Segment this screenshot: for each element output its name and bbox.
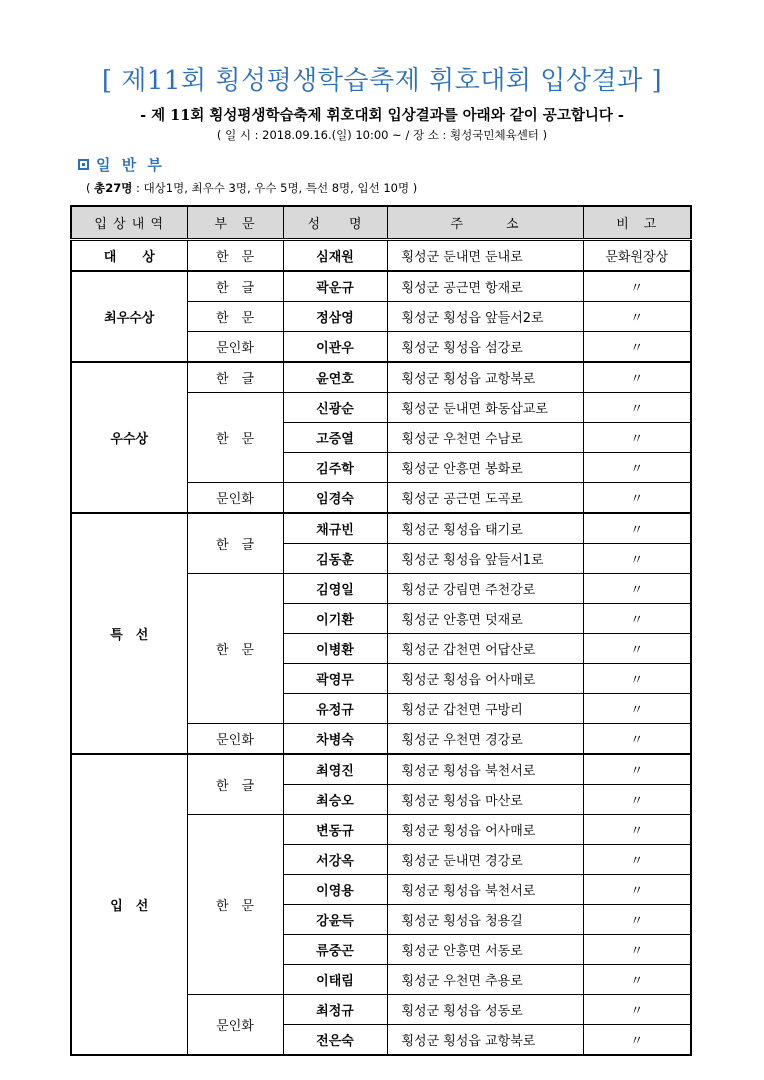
winner-name: 심재원 bbox=[283, 240, 387, 272]
winner-address: 횡성군 횡성읍 태기로 bbox=[387, 513, 583, 544]
page-subtitle: - 제 11회 횡성평생학습축제 휘호대회 입상결과를 아래와 같이 공고합니다 - bbox=[140, 107, 624, 124]
winner-name: 차병숙 bbox=[283, 724, 387, 755]
winner-note: 〃 bbox=[583, 664, 691, 694]
award-grand: 대 상 bbox=[71, 240, 187, 272]
winner-name: 변동규 bbox=[283, 815, 387, 845]
header-name: 성 명 bbox=[283, 206, 387, 240]
winner-note: 〃 bbox=[583, 995, 691, 1025]
award-special: 특 선 bbox=[71, 513, 187, 754]
winner-note: 〃 bbox=[583, 271, 691, 302]
winner-address: 횡성군 횡성읍 북천서로 bbox=[387, 754, 583, 785]
category-cell: 한 문 bbox=[187, 574, 283, 724]
winner-address: 횡성군 강림면 주천강로 bbox=[387, 574, 583, 604]
winner-name: 곽영무 bbox=[283, 664, 387, 694]
winner-name: 서강옥 bbox=[283, 845, 387, 875]
winner-address: 횡성군 횡성읍 앞들서2로 bbox=[387, 302, 583, 332]
category-cell: 한 문 bbox=[187, 815, 283, 995]
winner-address: 횡성군 횡성읍 섬강로 bbox=[387, 332, 583, 363]
winner-note: 〃 bbox=[583, 785, 691, 815]
award-excellence: 최우수상 bbox=[71, 271, 187, 362]
winner-note: 〃 bbox=[583, 544, 691, 574]
winner-address: 횡성군 우천면 수남로 bbox=[387, 423, 583, 453]
winner-note: 〃 bbox=[583, 935, 691, 965]
category-cell: 한 글 bbox=[187, 362, 283, 393]
winner-name: 김동훈 bbox=[283, 544, 387, 574]
table-row bbox=[71, 271, 691, 302]
table-row bbox=[71, 513, 691, 544]
count-breakdown: : 대상1명, 최우수 3명, 우수 5명, 특선 8명, 입선 10명 ) bbox=[132, 181, 418, 195]
winner-name: 유정규 bbox=[283, 694, 387, 724]
winner-name: 이병환 bbox=[283, 634, 387, 664]
table-row bbox=[71, 362, 691, 393]
winner-name: 류중곤 bbox=[283, 935, 387, 965]
winner-note: 문화원장상 bbox=[583, 240, 691, 272]
winner-note: 〃 bbox=[583, 302, 691, 332]
winner-address: 횡성군 횡성읍 북천서로 bbox=[387, 875, 583, 905]
header-category: 부 문 bbox=[187, 206, 283, 240]
winner-address: 횡성군 둔내면 경강로 bbox=[387, 845, 583, 875]
winner-address: 횡성군 갑천면 구방리 bbox=[387, 694, 583, 724]
winner-address: 횡성군 둔내면 둔내로 bbox=[387, 240, 583, 272]
winner-note: 〃 bbox=[583, 423, 691, 453]
category-cell: 한 글 bbox=[187, 754, 283, 815]
winner-name: 김주학 bbox=[283, 453, 387, 483]
table-row bbox=[71, 754, 691, 785]
section-label: 일 반 부 bbox=[96, 156, 165, 174]
category-cell: 한 글 bbox=[187, 513, 283, 574]
winner-note: 〃 bbox=[583, 362, 691, 393]
winner-note: 〃 bbox=[583, 694, 691, 724]
winner-note: 〃 bbox=[583, 875, 691, 905]
winner-name: 최영진 bbox=[283, 754, 387, 785]
category-cell: 한 문 bbox=[187, 393, 283, 483]
award-count bbox=[86, 180, 417, 196]
category-cell: 한 문 bbox=[187, 302, 283, 332]
header-award: 입 상 내 역 bbox=[71, 206, 187, 240]
winner-name: 채규빈 bbox=[283, 513, 387, 544]
winner-note: 〃 bbox=[583, 815, 691, 845]
winner-name: 임경숙 bbox=[283, 483, 387, 514]
table-header-row bbox=[71, 206, 691, 240]
winner-address: 횡성군 안흥면 덧재로 bbox=[387, 604, 583, 634]
count-prefix: ( bbox=[86, 181, 95, 195]
winner-address: 횡성군 횡성읍 마산로 bbox=[387, 785, 583, 815]
category-cell: 한 문 bbox=[187, 240, 283, 272]
winner-address: 횡성군 갑천면 어답산로 bbox=[387, 634, 583, 664]
winner-address: 횡성군 횡성읍 교항북로 bbox=[387, 362, 583, 393]
category-cell: 문인화 bbox=[187, 483, 283, 514]
category-cell: 문인화 bbox=[187, 724, 283, 755]
category-cell: 한 글 bbox=[187, 271, 283, 302]
winner-note: 〃 bbox=[583, 332, 691, 363]
table-row bbox=[71, 240, 691, 272]
winner-note: 〃 bbox=[583, 634, 691, 664]
winner-name: 김영일 bbox=[283, 574, 387, 604]
winner-note: 〃 bbox=[583, 845, 691, 875]
winner-address: 횡성군 횡성읍 어사매로 bbox=[387, 664, 583, 694]
winner-name: 이기환 bbox=[283, 604, 387, 634]
page-title: [ 제11회 횡성평생학습축제 휘호대회 입상결과 ] bbox=[101, 66, 663, 96]
winner-note: 〃 bbox=[583, 453, 691, 483]
category-cell: 문인화 bbox=[187, 995, 283, 1056]
category-cell: 문인화 bbox=[187, 332, 283, 363]
square-bullet-icon bbox=[78, 159, 89, 170]
winner-name: 이태림 bbox=[283, 965, 387, 995]
winner-name: 윤연호 bbox=[283, 362, 387, 393]
header-note: 비 고 bbox=[583, 206, 691, 240]
awards-table bbox=[70, 205, 692, 1056]
award-selected: 입 선 bbox=[71, 754, 187, 1055]
winner-address: 횡성군 우천면 경강로 bbox=[387, 724, 583, 755]
winner-note: 〃 bbox=[583, 965, 691, 995]
winner-address: 횡성군 횡성읍 성동로 bbox=[387, 995, 583, 1025]
winner-address: 횡성군 공근면 도곡로 bbox=[387, 483, 583, 514]
winner-name: 최정규 bbox=[283, 995, 387, 1025]
event-info: ( 일 시 : 2018.09.16.(일) 10:00 ~ / 장 소 : 횡성국민체육센터 ) bbox=[216, 128, 548, 142]
section-heading bbox=[78, 154, 165, 175]
count-total: 총27명 bbox=[94, 181, 133, 195]
winner-note: 〃 bbox=[583, 513, 691, 544]
winner-name: 정삼영 bbox=[283, 302, 387, 332]
winner-name: 전은숙 bbox=[283, 1025, 387, 1056]
winner-note: 〃 bbox=[583, 393, 691, 423]
winner-address: 횡성군 안흥면 서동로 bbox=[387, 935, 583, 965]
winner-note: 〃 bbox=[583, 483, 691, 514]
winner-note: 〃 bbox=[583, 754, 691, 785]
winner-name: 이영용 bbox=[283, 875, 387, 905]
winner-address: 횡성군 우천면 추용로 bbox=[387, 965, 583, 995]
winner-name: 강윤득 bbox=[283, 905, 387, 935]
winner-address: 횡성군 횡성읍 교항북로 bbox=[387, 1025, 583, 1056]
winner-name: 신광순 bbox=[283, 393, 387, 423]
winner-name: 고증열 bbox=[283, 423, 387, 453]
winner-note: 〃 bbox=[583, 905, 691, 935]
header-address: 주 소 bbox=[387, 206, 583, 240]
winner-address: 횡성군 횡성읍 청용길 bbox=[387, 905, 583, 935]
winner-address: 횡성군 공근면 항재로 bbox=[387, 271, 583, 302]
winner-note: 〃 bbox=[583, 574, 691, 604]
award-merit: 우수상 bbox=[71, 362, 187, 513]
winner-address: 횡성군 안흥면 봉화로 bbox=[387, 453, 583, 483]
winner-address: 횡성군 횡성읍 앞들서1로 bbox=[387, 544, 583, 574]
winner-note: 〃 bbox=[583, 1025, 691, 1056]
winner-address: 횡성군 횡성읍 어사매로 bbox=[387, 815, 583, 845]
winner-address: 횡성군 둔내면 화동삽교로 bbox=[387, 393, 583, 423]
winner-note: 〃 bbox=[583, 724, 691, 755]
winner-note: 〃 bbox=[583, 604, 691, 634]
winner-name: 곽운규 bbox=[283, 271, 387, 302]
winner-name: 최승오 bbox=[283, 785, 387, 815]
winner-name: 이관우 bbox=[283, 332, 387, 363]
